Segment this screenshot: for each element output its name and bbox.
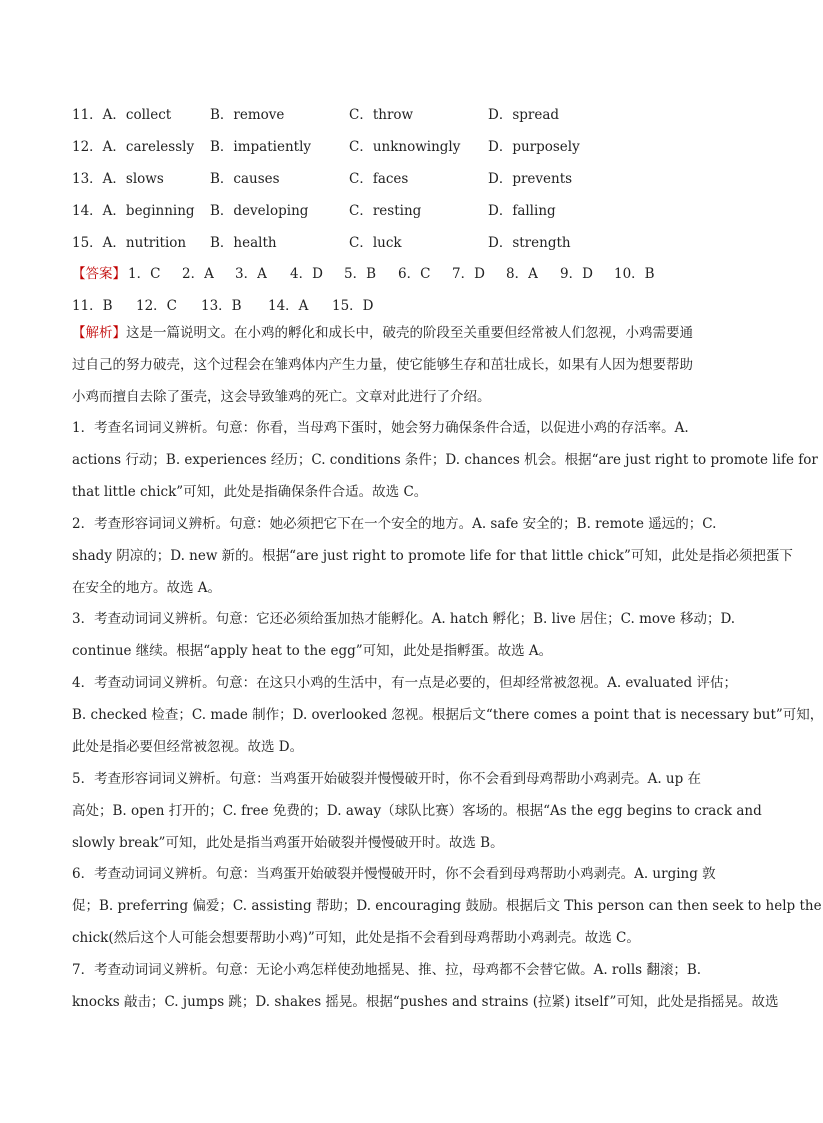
answer-item: 3．A [235,266,267,282]
answer-label: 【答案】 [72,266,126,282]
analysis-item-1 [72,413,818,508]
answer-item: 10．B [614,266,655,282]
option-d: D．prevents [488,171,573,187]
answer-item: 8．A [506,266,538,282]
analysis-line: 此处是指必要但经常被忽视。故选 D。 [72,738,304,755]
option-a: 13．A．slows [72,171,164,187]
option-c: C．throw [349,107,414,123]
analysis-item-6 [72,859,822,954]
option-c: C．faces [349,171,409,187]
analysis-item-5 [72,764,762,859]
answer-item: 7．D [452,266,485,282]
analysis-item-2 [72,509,793,604]
analysis-line: 7．考查动词词义辨析。句意：无论小鸡怎样使劲地摇晃、推、拉，母鸡都不会替它做。A. rolls 翻滚；B. [72,962,702,978]
analysis-label: 【解析】 [72,325,126,341]
analysis-line: 6．考查动词词义辨析。句意：当鸡蛋开始破裂并慢慢破开时，你不会看到母鸡帮助小鸡剥壳。A. urging 敦 [72,866,716,882]
answer-item: 12．C [136,298,178,314]
answer-item: 6．C [398,266,431,282]
option-c: C．unknowingly [349,139,461,155]
option-b: B．developing [210,203,309,219]
option-a: 12．A．carelessly [72,139,195,155]
answer-item: 5．B [344,266,377,282]
option-b: B．causes [210,171,280,187]
analysis-item-7 [72,955,779,1019]
analysis-item-3 [72,604,736,668]
analysis-line: 小鸡而擅自去除了蛋壳，这会导致雏鸡的死亡。文章对此进行了介绍。 [72,388,491,405]
option-a: 14．A．beginning [72,203,195,219]
analysis-line: 高处；B. open 打开的；C. free 免费的；D. away（球队比赛）客场的。根据“As the egg begins to crack and [72,802,762,819]
option-c: C．resting [349,203,422,219]
analysis-line: chick(然后这个人可能会想要帮助小鸡)”可知，此处是指不会看到母鸡帮助小鸡剥壳。故选 C。 [72,929,640,946]
analysis-line: 促；B. preferring 偏爱；C. assisting 帮助；D. encouraging 鼓励。根据后文 This person can then seek to help the [72,897,822,914]
option-a: 11．A．collect [72,107,172,123]
option-d: D．purposely [488,139,580,155]
analysis-intro [72,318,724,413]
analysis-line: actions 行动；B. experiences 经历；C. conditions 条件；D. chances 机会。根据“are just right to promote life for [72,451,818,468]
answer-item: 11．B [72,298,113,314]
analysis-line: 3．考查动词词义辨析。句意：它还必须给蛋加热才能孵化。A. hatch 孵化；B. live 居住；C. move 移动；D. [72,611,736,627]
answer-item: 4．D [290,266,323,282]
option-d: D．strength [488,235,571,251]
option-b: B．impatiently [210,139,312,155]
analysis-line: shady 阴凉的；D. new 新的。根据“are just right to promote life for that little chick”可知，此处是指必须把蛋下 [72,547,793,564]
analysis-line: slowly break”可知，此处是指当鸡蛋开始破裂并慢慢破开时。故选 B。 [72,834,504,851]
analysis-line: 在安全的地方。故选 A。 [72,579,222,596]
analysis-item-4 [72,668,823,763]
answer-item: 15．D [332,298,374,314]
analysis-line: continue 继续。根据“apply heat to the egg”可知，此处是指孵蛋。故选 A。 [72,642,553,659]
analysis-line: 过自己的努力破壳，这个过程会在雏鸡体内产生力量，使它能够生存和茁壮成长，如果有人因为想要帮助 [72,356,693,373]
analysis-line: 2．考查形容词词义辨析。句意：她必须把它下在一个安全的地方。A. safe 安全的；B. remote 遥远的；C. [72,516,717,532]
option-b: B．health [210,235,277,251]
analysis-line: 【解析】这是一篇说明文。在小鸡的孵化和成长中，破壳的阶段至关重要但经常被人们忽视，小鸡需要通 [72,325,693,341]
answer-item: 14．A [268,298,309,314]
answer-item: 13．B [201,298,242,314]
answer-item: 1．C [128,266,161,282]
analysis-line: 5．考查形容词词义辨析。句意：当鸡蛋开始破裂并慢慢破开时，你不会看到母鸡帮助小鸡剥壳。A. up 在 [72,771,702,787]
analysis-line: 1．考查名词词义辨析。句意：你看，当母鸡下蛋时，她会努力确保条件合适，以促进小鸡的存活率。A. [72,420,689,436]
analysis-line: B. checked 检查；C. made 制作；D. overlooked 忽视。根据后文“there comes a point that is necessary but”可知， [72,706,823,723]
analysis-line: 4．考查动词词义辨析。句意：在这只小鸡的生活中，有一点是必要的，但却经常被忽视。A. evaluated 评估； [72,675,737,691]
option-d: D．spread [488,107,560,123]
analysis-line: that little chick”可知，此处是指确保条件合适。故选 C。 [72,483,428,500]
option-b: B．remove [210,107,285,123]
answer-item: 9．D [560,266,593,282]
option-d: D．falling [488,203,556,219]
analysis-line: knocks 敲击；C. jumps 跳；D. shakes 摇晃。根据“pushes and strains (拉紧) itself”可知，此处是指摇晃。故选 [72,993,779,1010]
answer-item: 2．A [182,266,214,282]
option-a: 15．A．nutrition [72,235,187,251]
option-c: C．luck [349,235,402,251]
